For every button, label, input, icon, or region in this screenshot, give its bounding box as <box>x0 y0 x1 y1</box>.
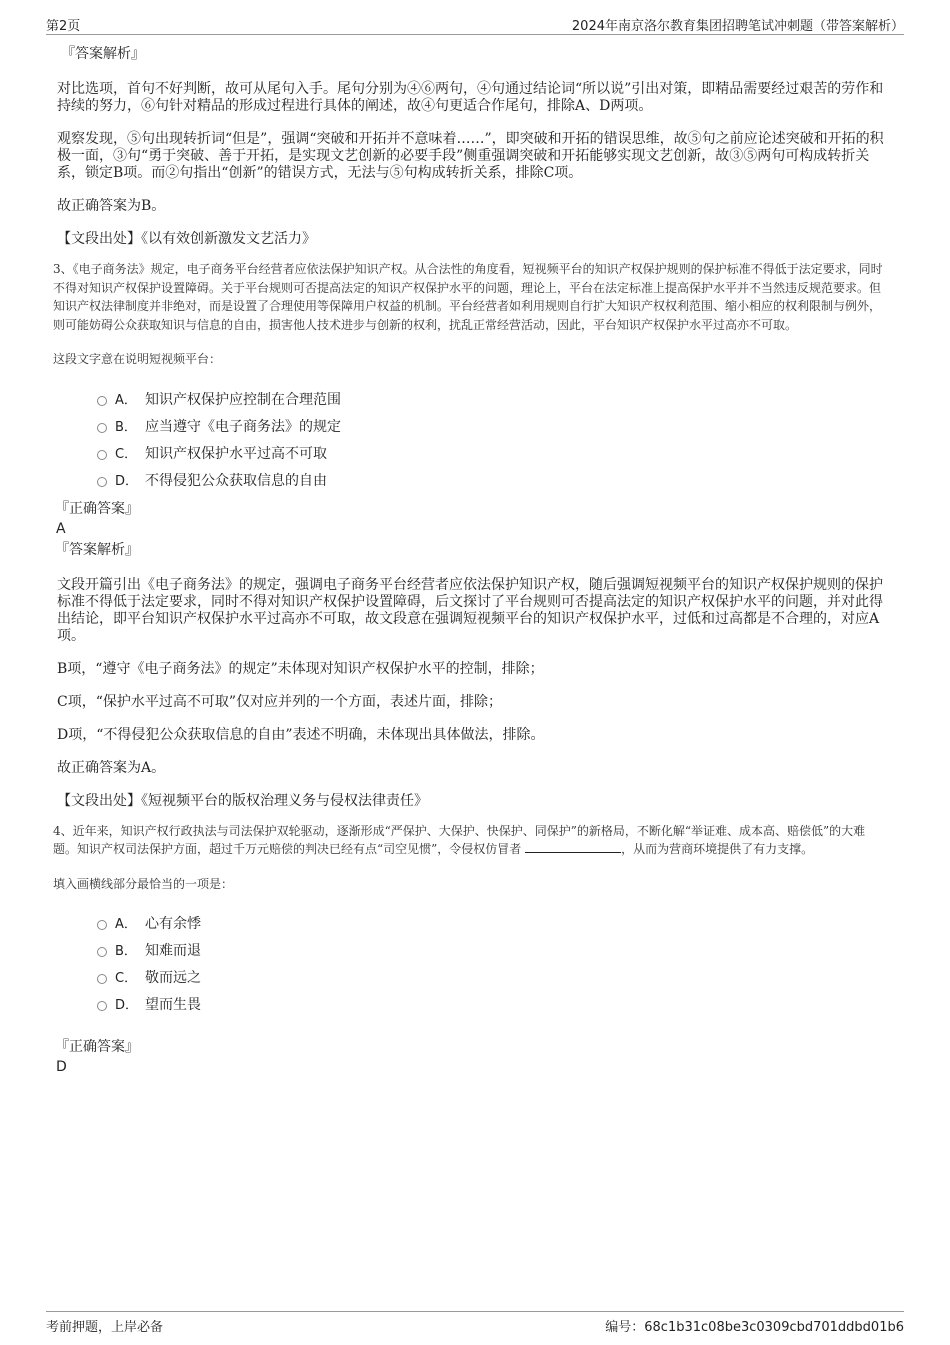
question-prompt: 填入画横线部分最恰当的一项是： <box>53 876 234 891</box>
conclusion: 故正确答案为A。 <box>57 759 166 776</box>
radio-icon[interactable] <box>97 396 107 406</box>
radio-icon[interactable] <box>97 1001 107 1011</box>
question-stem: 4、近年来，知识产权行政执法与司法保护双轮驱动，逐渐形成“严保护、大保护、快保护、同保护”的新格局，不断化解“举证难、成本高、赔偿低”的大难题。知识产权司法保护方面，超过千万元赔偿的判决已经有点“司空见惯”，令侵权仿冒者 ，从而为营商环境提供了有力支撑。 <box>53 823 866 856</box>
analysis-label: 『答案解析』 <box>61 46 145 62</box>
option-c[interactable]: C． 知识产权保护水平过高不可取 <box>57 441 887 468</box>
correct-answer-label: 『正确答案』 <box>55 500 139 517</box>
analysis-paragraph: B项，“遵守《电子商务法》的规定”未体现对知识产权保护水平的控制，排除； <box>57 660 544 677</box>
analysis-paragraph: 对比选项，首句不好判断，故可从尾句入手。尾句分别为④⑥两句，④句通过结论词“所以说”引出对策，即精品需要经过艰苦的劳作和持续的努力，⑥句针对精品的形成过程进行具体的阐述，故④句更适合作尾句，排除A、D两项。 <box>57 81 884 114</box>
footer-slogan: 考前押题，上岸必备 <box>46 1320 164 1335</box>
option-b[interactable]: B． 应当遵守《电子商务法》的规定 <box>57 414 887 441</box>
conclusion: 故正确答案为B。 <box>57 198 166 214</box>
question-stem: 3、《电子商务法》规定，电子商务平台经营者应依法保护知识产权。从合法性的角度看，短视频平台的知识产权保护规则的保护标准不得低于法定要求，同时不得对知识产权保护设置障碍。关于平台规则可否提高法定的知识产权保护水平的问题，理论上，平台在法定标准上提高保护水平并不当然违反规范要求。但知识产权法律制度并非绝对，而是设置了合理使用等保障用户权益的机制。平台经营者如利用规则自行扩大知识产权权利范围、缩小相应的权利限制与例外，则可能妨碍公众获取知识与信息的自由，损害他人技术进步与创新的权利，扰乱正常经营活动，因此，平台知识产权保护水平过高亦不可取。 <box>53 262 883 332</box>
correct-answer: A <box>56 520 66 537</box>
radio-icon[interactable] <box>97 920 107 930</box>
option-b[interactable]: B． 知难而退 <box>57 938 887 965</box>
page-content <box>53 46 887 1076</box>
option-a[interactable]: A． 知识产权保护应控制在合理范围 <box>57 387 887 414</box>
option-c[interactable]: C． 敬而远之 <box>57 965 887 992</box>
page-number: 第2页 <box>46 19 81 34</box>
radio-icon[interactable] <box>97 450 107 460</box>
analysis-paragraph: 文段开篇引出《电子商务法》的规定，强调电子商务平台经营者应依法保护知识产权，随后强调短视频平台的知识产权保护规则的保护标准不得低于法定要求，同时不得对知识产权保护设置障碍，后文探讨了平台规则可否提高法定的知识产权保护水平的问题，并对此得出结论，即平台知识产权保护水平过高亦不可取，故文段意在强调短视频平台的知识产权保护水平，过低和过高都是不合理的，对应A项。 <box>57 576 883 644</box>
source-citation: 【文段出处】《短视频平台的版权治理义务与侵权法律责任》 <box>57 792 428 809</box>
analysis-paragraph: C项，“保护水平过高不可取”仅对应并列的一个方面，表述片面，排除； <box>57 693 503 710</box>
radio-icon[interactable] <box>97 423 107 433</box>
analysis-paragraph: D项，“不得侵犯公众获取信息的自由”表述不明确，未体现出具体做法，排除。 <box>57 726 545 743</box>
fill-blank <box>525 842 621 853</box>
radio-icon[interactable] <box>97 947 107 957</box>
radio-icon[interactable] <box>97 477 107 487</box>
analysis-paragraph: 观察发现，⑤句出现转折词“但是”，强调“突破和开拓并不意味着……”，即突破和开拓的错误思维，故⑤句之前应论述突破和开拓的积极一面，③句“勇于突破、善于开拓，是实现文艺创新的必要手段”侧重强调突破和开拓能够实现文艺创新，故③⑤两句可构成转折关系，锁定B项。而②句指出“创新”的错误方式，无法与⑤句构成转折关系，排除C项。 <box>57 131 884 181</box>
document-code: 编号：68c1b31c08be3c0309cbd701ddbd01b6 <box>605 1320 904 1335</box>
option-d[interactable]: D． 不得侵犯公众获取信息的自由 <box>57 468 887 495</box>
correct-answer-label: 『正确答案』 <box>55 1039 139 1055</box>
document-title: 2024年南京洛尔教育集团招聘笔试冲刺题（带答案解析） <box>571 19 904 34</box>
option-a[interactable]: A． 心有余悸 <box>57 911 887 938</box>
question-prompt: 这段文字意在说明短视频平台： <box>53 352 222 366</box>
options-list <box>57 387 887 495</box>
option-d[interactable]: D． 望而生畏 <box>57 992 887 1019</box>
analysis-label: 『答案解析』 <box>55 541 139 558</box>
source-citation: 【文段出处】《以有效创新激发文艺活力》 <box>57 231 316 247</box>
radio-icon[interactable] <box>97 974 107 984</box>
page-header <box>46 14 904 35</box>
options-list <box>57 911 887 1019</box>
correct-answer: D <box>56 1059 67 1075</box>
page-footer <box>46 1311 904 1334</box>
